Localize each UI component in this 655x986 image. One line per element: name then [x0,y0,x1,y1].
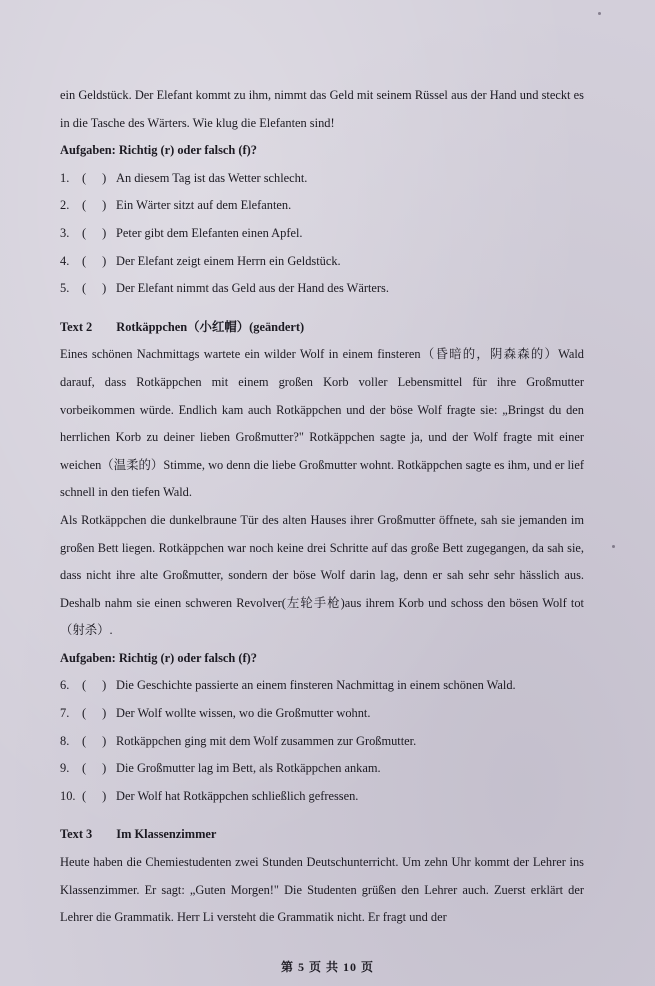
question-text: Der Elefant nimmt das Geld aus der Hand des Wärters. [116,281,389,296]
text1-continuation: ein Geldstück. Der Elefant kommt zu ihm, nimmt das Geld mit seinem Rüssel aus der Hand und steckt es in die Tasche des Wärters. Wie klug die Elefanten sind! [60,88,584,130]
text3-title: Im Klassenzimmer [116,827,217,842]
question-text: Der Wolf hat Rotkäppchen schließlich gefressen. [116,788,359,803]
page-content [60,82,584,932]
question-3: 3. ( ) Peter gibt dem Elefanten einen Apfel. [60,225,303,240]
text2-paragraph-2: Als Rotkäppchen die dunkelbraune Tür des alten Hauses ihrer Großmutter öffnete, sah sie jemanden im großen Bett liegen. Rotkäppchen war noch keine drei Schritte auf das große Bett zugegangen, da sah sie, dass nicht ihre alte Großmutter, sondern der böse Wolf darin lag, denn er sah sehr sehr hässlich aus. Deshalb nahm sie einen schweren Revolver(左轮手枪)aus ihrem Korb und schoss den bösen Wolf tot（射杀）. [60,512,584,638]
question-text: Rotkäppchen ging mit dem Wolf zusammen zur Großmutter. [116,733,417,748]
text3-label: Text 3 [60,827,93,842]
question-text: Der Wolf wollte wissen, wo die Großmutter wohnt. [116,706,371,721]
scan-speck [598,12,601,15]
question-list-1 [60,165,584,303]
question-4: 4. ( ) Der Elefant zeigt einem Herrn ein Geldstück. [60,253,341,268]
text2-heading [60,314,584,342]
question-10: 10. ( ) Der Wolf hat Rotkäppchen schließlich gefressen. [60,788,359,803]
question-7: 7. ( ) Der Wolf wollte wissen, wo die Großmutter wohnt. [60,706,371,721]
question-text: Die Großmutter lag im Bett, als Rotkäppchen ankam. [116,761,381,776]
question-text: Ein Wärter sitzt auf dem Elefanten. [116,198,292,213]
question-text: Die Geschichte passierte an einem finsteren Nachmittag in einem schönen Wald. [116,678,516,693]
text2-label: Text 2 [60,319,93,334]
task-heading-2: Aufgaben: Richtig (r) oder falsch (f)? [60,650,257,665]
question-8: 8. ( ) Rotkäppchen ging mit dem Wolf zusammen zur Großmutter. [60,733,417,748]
question-5: 5. ( ) Der Elefant nimmt das Geld aus der Hand des Wärters. [60,281,389,296]
question-9: 9. ( ) Die Großmutter lag im Bett, als Rotkäppchen ankam. [60,761,381,776]
question-list-2 [60,672,584,810]
question-2: 2. ( ) Ein Wärter sitzt auf dem Elefanten. [60,198,292,213]
question-text: Peter gibt dem Elefanten einen Apfel. [116,225,303,240]
page-number-footer: 第 5 页 共 10 页 [280,960,374,974]
question-text: Der Elefant zeigt einem Herrn ein Geldstück. [116,253,341,268]
text3-heading [60,821,584,849]
task-heading-1: Aufgaben: Richtig (r) oder falsch (f)? [60,143,257,158]
question-text: An diesem Tag ist das Wetter schlecht. [116,170,308,185]
scan-speck [612,545,615,548]
question-1: 1. ( ) An diesem Tag ist das Wetter schlecht. [60,170,308,185]
question-6: 6. ( ) Die Geschichte passierte an einem finsteren Nachmittag in einem schönen Wald. [60,678,516,693]
text2-title: Rotkäppchen（小红帽）(geändert) [116,319,305,334]
text3-paragraph-1: Heute haben die Chemiestudenten zwei Stunden Deutschunterricht. Um zehn Uhr kommt der Lehrer ins Klassenzimmer. Er sagt: „Guten Morgen!" Die Studenten grüßen den Lehrer auch. Zuerst erklärt der Lehrer die Grammatik. Herr Li versteht die Grammatik nicht. Er fragt und der [60,855,584,925]
text2-paragraph-1: Eines schönen Nachmittags wartete ein wilder Wolf in einem finsteren（昏暗的，阴森森的）Wald darauf, dass Rotkäppchen mit einem großen Korb voller Lebensmittel für ihre Großmutter vorbeikommen würde. Endlich kam auch Rotkäppchen und der böse Wolf fragte sie: „Bringst du den herrlichen Korb zu deiner lieben Großmutter?" Rotkäppchen sagte ja, und der Wolf fragte mit einer weichen（温柔的）Stimme, wo denn die liebe Großmutter wohnt. Rotkäppchen sagte es ihm, und er lief schnell in den tiefen Wald. [60,347,584,500]
